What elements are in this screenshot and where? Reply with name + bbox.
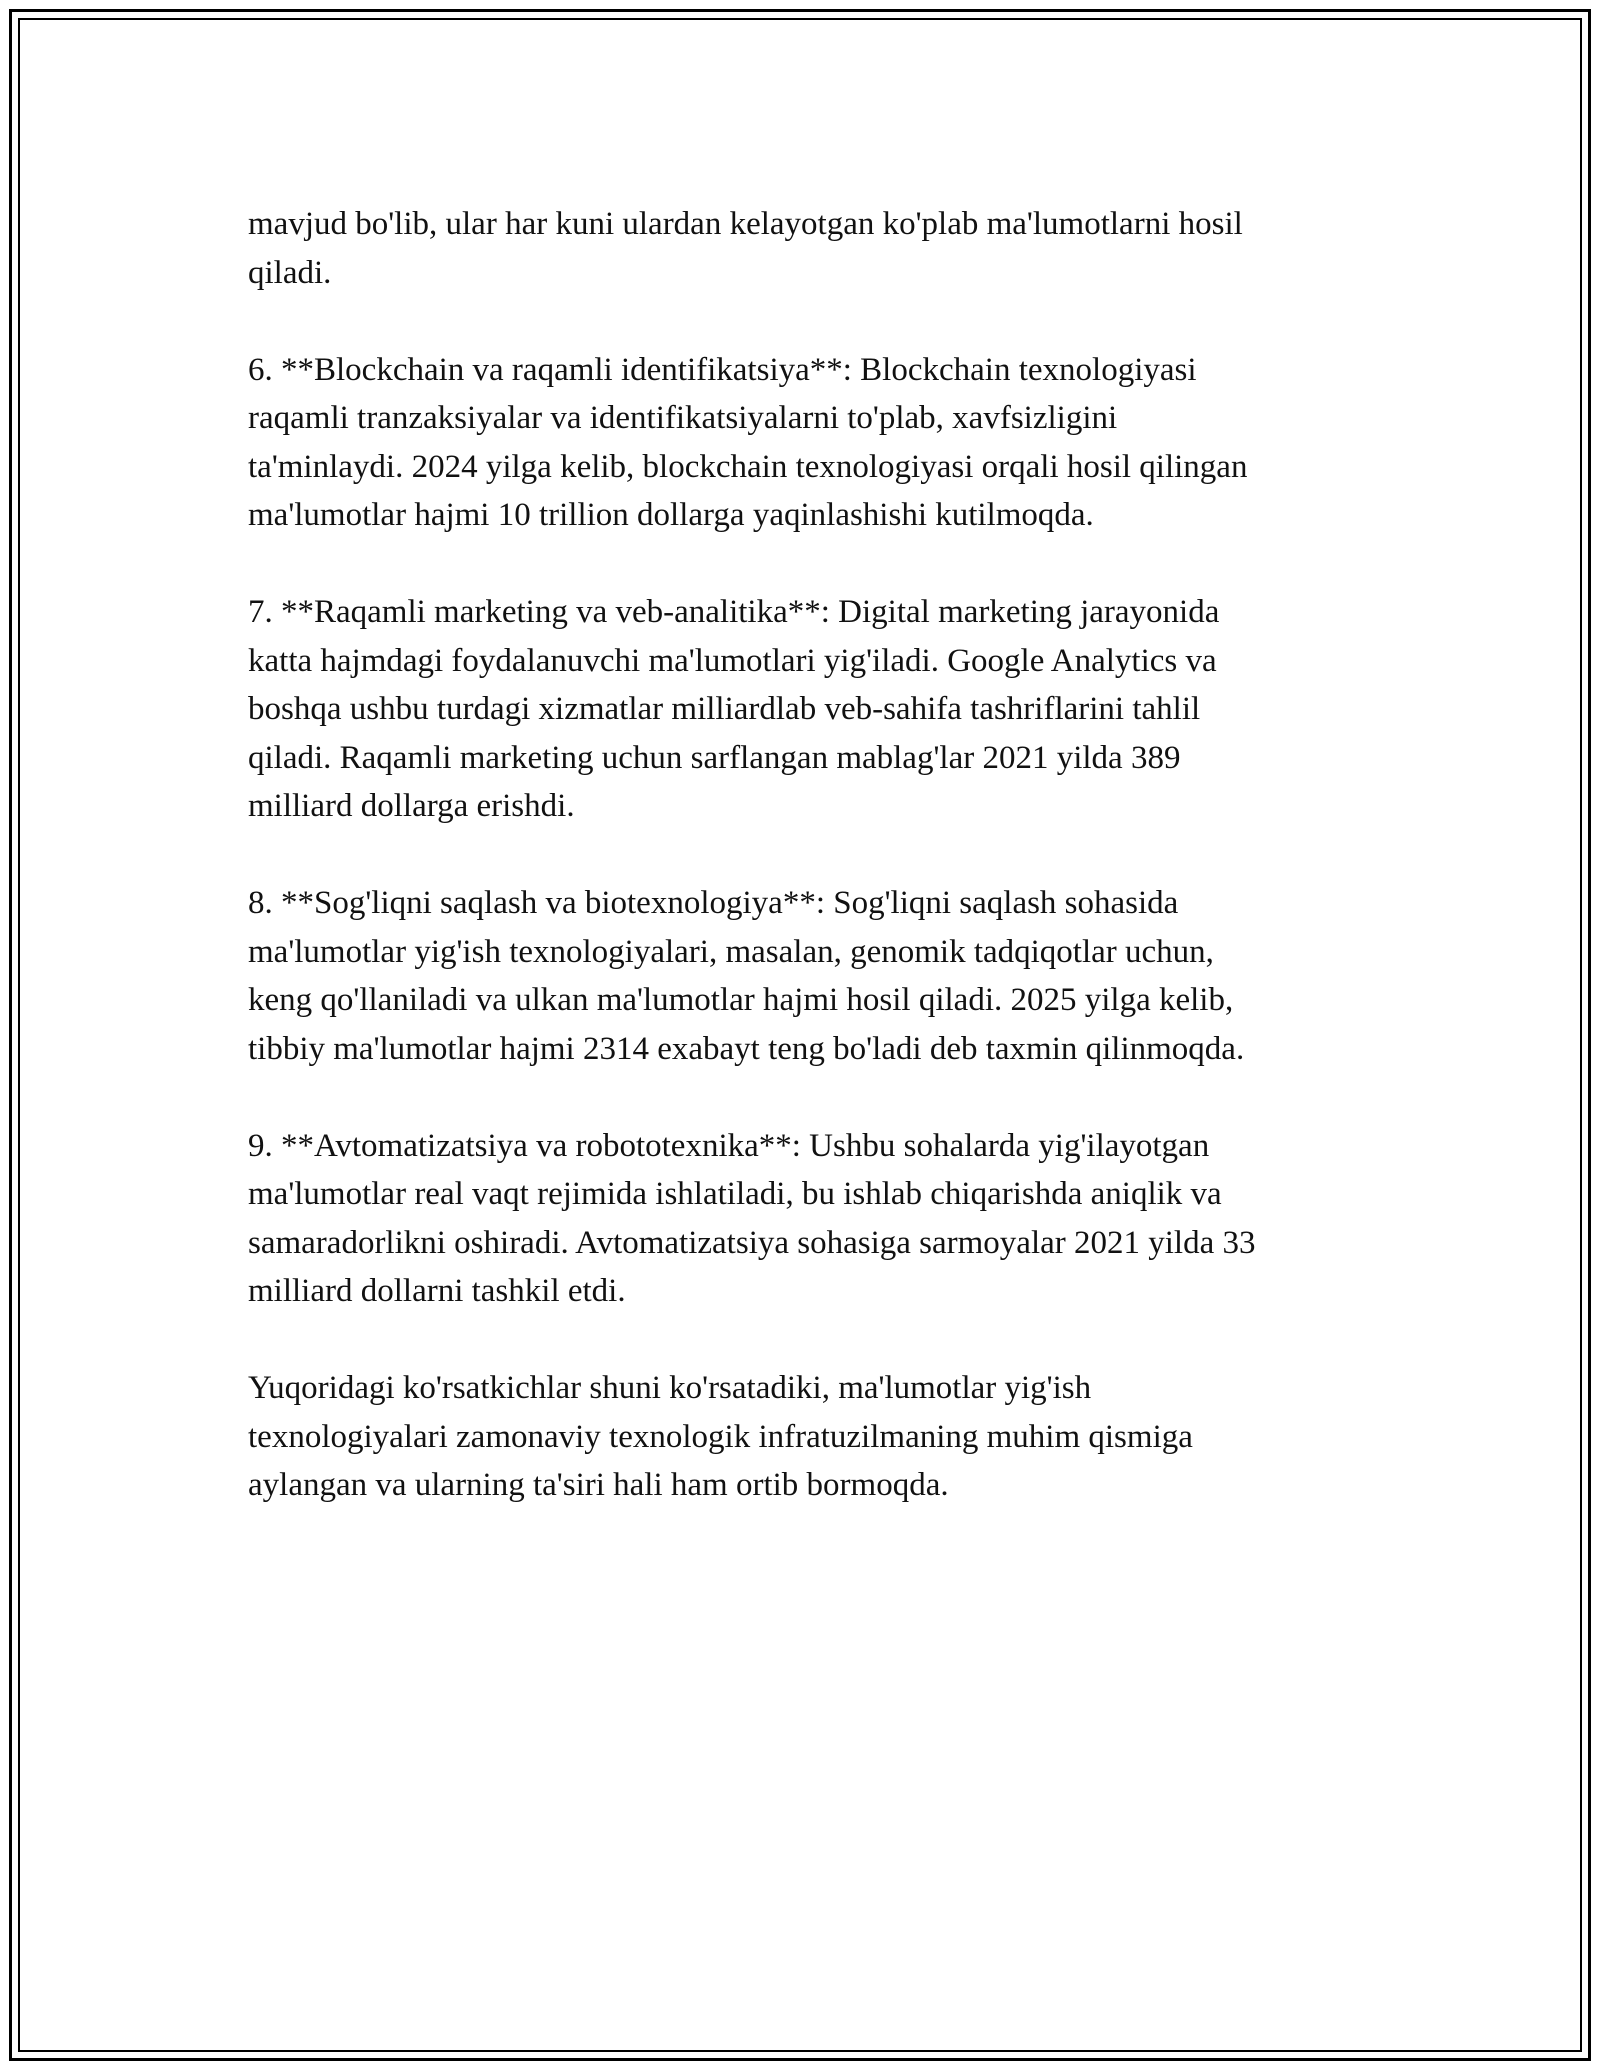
document-body (248, 200, 1398, 1558)
page-border (9, 9, 1591, 2061)
paragraph-continuation: mavjud bo'lib, ular har kuni ulardan kelayotgan ko'plab ma'lumotlarni hosil qiladi. (248, 206, 1243, 291)
paragraph-item-9-automation: 9. **Avtomatizatsiya va robototexnika**: Ushbu sohalarda yig'ilayotgan ma'lumotlar real vaqt rejimida ishlatiladi, bu ishlab chiqarishda aniqlik va samaradorlikni oshiradi. Avtomatizatsiya sohasiga sarmoyalar 2021 yilda 33 milliard dollarni tashkil etdi. (248, 1127, 1256, 1309)
paragraph-conclusion: Yuqoridagi ko'rsatkichlar shuni ko'rsatadiki, ma'lumotlar yig'ish texnologiyalari zamonaviy texnologik infratuzilmaning muhim qismiga aylangan va ularning ta'siri hali ham ortib bormoqda. (248, 1370, 1193, 1503)
paragraph-item-7-marketing: 7. **Raqamli marketing va veb-analitika**: Digital marketing jarayonida katta hajmdagi foydalanuvchi ma'lumotlari yig'iladi. Google Analytics va boshqa ushbu turdagi xizmatlar milliardlab veb-sahifa tashriflarini tahlil qiladi. Raqamli marketing uchun sarflangan mablag'lar 2021 yilda 389 milliard dollarga erishdi. (248, 594, 1220, 824)
paragraph-item-8-healthcare: 8. **Sog'liqni saqlash va biotexnologiya**: Sog'liqni saqlash sohasida ma'lumotlar yig'ish texnologiyalari, masalan, genomik tadqiqotlar uchun, keng qo'llaniladi va ulkan ma'lumotlar hajmi hosil qiladi. 2025 yilga kelib, tibbiy ma'lumotlar hajmi 2314 exabayt teng bo'ladi deb taxmin qilinmoqda. (248, 885, 1245, 1067)
paragraph-item-6-blockchain: 6. **Blockchain va raqamli identifikatsiya**: Blockchain texnologiyasi raqamli tranzaksiyalar va identifikatsiyalarni to'plab, xavfsizligini ta'minlaydi. 2024 yilga kelib, blockchain texnologiyasi orqali hosil qilingan ma'lumotlar hajmi 10 trillion dollarga yaqinlashishi kutilmoqda. (248, 351, 1248, 533)
